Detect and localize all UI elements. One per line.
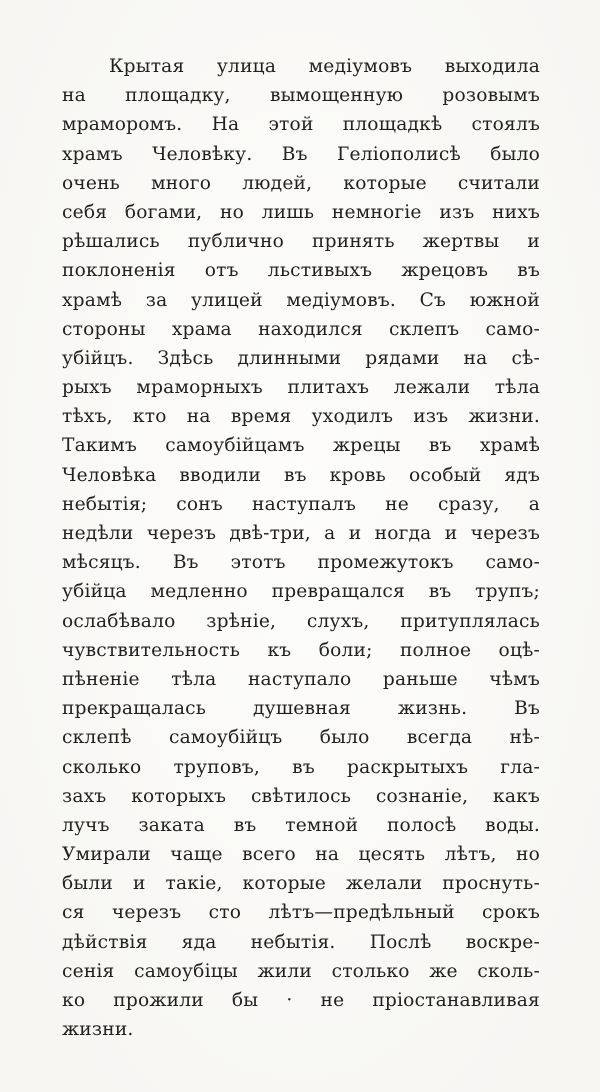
text-line: тѣхъ, кто на время уходилъ изъ жизни. [62, 406, 540, 428]
text-line: очень много людей, которые считали [62, 172, 540, 194]
text-line: склепѣ самоубійцъ было всегда нѣ- [62, 727, 540, 749]
text-line: небытія; сонъ наступалъ не сразу, а [62, 493, 540, 515]
text-line: убійцъ. Здѣсь длинными рядами на сѣ- [62, 347, 540, 369]
text-line: храмѣ за улицей медіумовъ. Съ южной [62, 289, 540, 311]
text-line: поклоненія отъ льстивыхъ жрецовъ въ [62, 260, 540, 282]
text-line: Такимъ самоубійцамъ жрецы въ храмѣ [62, 435, 540, 457]
text-line: захъ которыхъ свѣтилось сознаніе, какъ [62, 785, 540, 807]
text-line: мѣсяцъ. Въ этотъ промежутокъ само- [62, 552, 540, 574]
text-line: лучъ заката въ темной полосѣ воды. [62, 814, 540, 836]
text-line: себя богами, но лишь немногіе изъ нихъ [62, 201, 540, 223]
text-line: жизни. [62, 1019, 134, 1041]
paragraph-text [62, 52, 540, 1044]
text-line: чувствительность къ боли; полное оцѣ- [62, 639, 540, 661]
text-line: Умирали чаще всего на цесять лѣтъ, но [62, 844, 540, 866]
text-line: храмъ Человѣку. Въ Геліополисѣ было [62, 143, 540, 165]
text-line: рѣшались публично принять жертвы и [62, 231, 540, 253]
text-line: на площадку, вымощенную розовымъ [62, 85, 540, 107]
text-line: мраморомъ. На этой площадкѣ стоялъ [62, 114, 540, 136]
text-line: пѣненіе тѣла наступало раньше чѣмъ [62, 668, 540, 690]
text-line: рыхъ мраморныхъ плитахъ лежали тѣла [62, 377, 540, 399]
text-line: недѣли черезъ двѣ-три, а и ногда и черезъ [62, 523, 540, 544]
text-line: ослабѣвало зрѣніе, слухъ, притуплялась [62, 610, 540, 632]
text-line: сенія самоубіцы жили столько же сколь- [62, 960, 540, 982]
text-line: Крытая улица медіумовъ выходила [109, 56, 540, 77]
text-line: дѣйствія яда небытія. Послѣ воскре- [62, 931, 540, 953]
text-line: сколько труповъ, въ раскрытыхъ гла- [62, 756, 540, 778]
text-line: прекращалась душевная жизнь. Въ [62, 698, 540, 720]
text-line: Человѣка вводили въ кровь особый ядъ [62, 464, 540, 486]
text-line: стороны храма находился склепъ само- [62, 318, 540, 340]
text-line: убійца медленно превращался въ трупъ; [62, 581, 540, 603]
text-line: были и такіе, которые желали проснуть- [62, 873, 540, 895]
text-line: ся черезъ сто лѣтъ—предѣльный срокъ [62, 902, 540, 924]
text-line: ко прожили бы · не пріостанавливая [62, 990, 540, 1011]
